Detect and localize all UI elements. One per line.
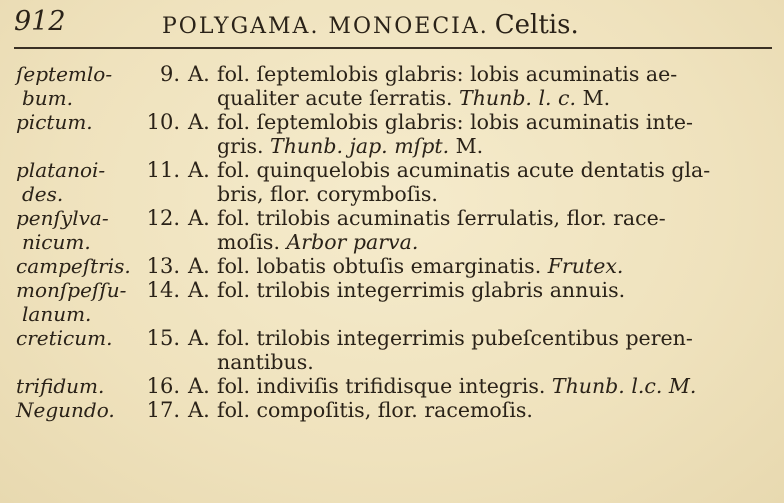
entry-description-continued: bris, flor. corymboſis.	[217, 182, 438, 206]
entry-description: fol. compoſitis, flor. racemoſis.	[217, 398, 533, 422]
species-name: creticum.	[16, 326, 113, 350]
header-rule	[14, 47, 772, 49]
species-entry	[0, 254, 784, 278]
desc-text: moſis.	[217, 230, 287, 254]
entry-description: fol. trilobis integerrimis glabris annuis.	[217, 278, 626, 302]
desc-tail: M.	[576, 86, 611, 110]
desc-citation: Thunb. l.c. M.	[551, 374, 697, 398]
entry-description: fol. ſeptemlobis glabris: lobis acuminatis ae-	[217, 62, 678, 86]
entry-description: fol. quinquelobis acuminatis acute dentatis gla-	[217, 158, 711, 182]
entry-description: fol. trilobis integerrimis pubeſcentibus peren-	[217, 326, 693, 350]
entry-number: 11.	[146, 158, 180, 182]
desc-text: fol. lobatis obtuſis emarginatis.	[217, 254, 548, 278]
entry-number: 15.	[146, 326, 180, 350]
species-entry	[0, 206, 784, 254]
entry-mark: A.	[188, 374, 210, 398]
desc-text: fol. indiviſis trifidisque integris.	[217, 374, 552, 398]
entry-mark: A.	[188, 110, 210, 134]
desc-text: gris.	[217, 134, 271, 158]
entry-description-continued	[217, 86, 610, 110]
entry-number: 13.	[146, 254, 180, 278]
entry-mark: A.	[188, 278, 210, 302]
entry-mark: A.	[188, 398, 210, 422]
entry-description-continued	[217, 230, 418, 254]
species-entry	[0, 158, 784, 206]
genus-title: Celtis.	[494, 10, 579, 40]
entry-description: fol. trilobis acuminatis ſerrulatis, flor. race-	[217, 206, 666, 230]
species-name: ſeptemlo-	[16, 62, 113, 86]
entry-mark: A.	[188, 254, 210, 278]
entry-mark: A.	[188, 62, 210, 86]
species-name: campeſtris.	[16, 254, 131, 278]
species-entry	[0, 374, 784, 398]
class-order-title: POLYGAMA. MONOECIA.	[162, 14, 489, 39]
entry-mark: A.	[188, 206, 210, 230]
species-name-continued: bum.	[22, 86, 74, 110]
species-name: Negundo.	[16, 398, 115, 422]
species-name: pictum.	[16, 110, 93, 134]
entry-mark: A.	[188, 326, 210, 350]
species-entry	[0, 326, 784, 374]
desc-citation: Thunb. l. c.	[459, 86, 577, 110]
page-header	[14, 6, 774, 46]
species-name-continued: des.	[22, 182, 64, 206]
entry-description	[217, 374, 696, 398]
entry-number: 16.	[146, 374, 180, 398]
desc-tail: M.	[449, 134, 484, 158]
desc-text: qualiter acute ſerratis.	[217, 86, 460, 110]
species-name: monſpeſſu-	[16, 278, 127, 302]
running-title	[162, 10, 579, 40]
entry-number: 12.	[146, 206, 180, 230]
desc-citation: Thunb. jap. mſpt.	[270, 134, 450, 158]
entry-number: 17.	[146, 398, 180, 422]
species-entry	[0, 110, 784, 158]
species-name-continued: lanum.	[22, 302, 92, 326]
species-name: trifidum.	[16, 374, 105, 398]
species-name: penſylva-	[16, 206, 109, 230]
entry-number: 10.	[146, 110, 180, 134]
entry-description	[217, 254, 623, 278]
page-number: 912	[14, 6, 66, 37]
entry-description-continued: nantibus.	[217, 350, 314, 374]
species-name-continued: nicum.	[22, 230, 91, 254]
species-name: platanoi-	[16, 158, 106, 182]
species-entry	[0, 398, 784, 422]
entry-number: 9.	[159, 62, 180, 86]
species-entry	[0, 278, 784, 326]
species-entry	[0, 62, 784, 110]
species-list	[0, 62, 784, 422]
desc-note: Arbor parva.	[286, 230, 419, 254]
entry-description: fol. ſeptemlobis glabris: lobis acuminatis inte-	[217, 110, 693, 134]
entry-mark: A.	[188, 158, 210, 182]
desc-note: Frutex.	[547, 254, 624, 278]
entry-description-continued	[217, 134, 483, 158]
entry-number: 14.	[146, 278, 180, 302]
